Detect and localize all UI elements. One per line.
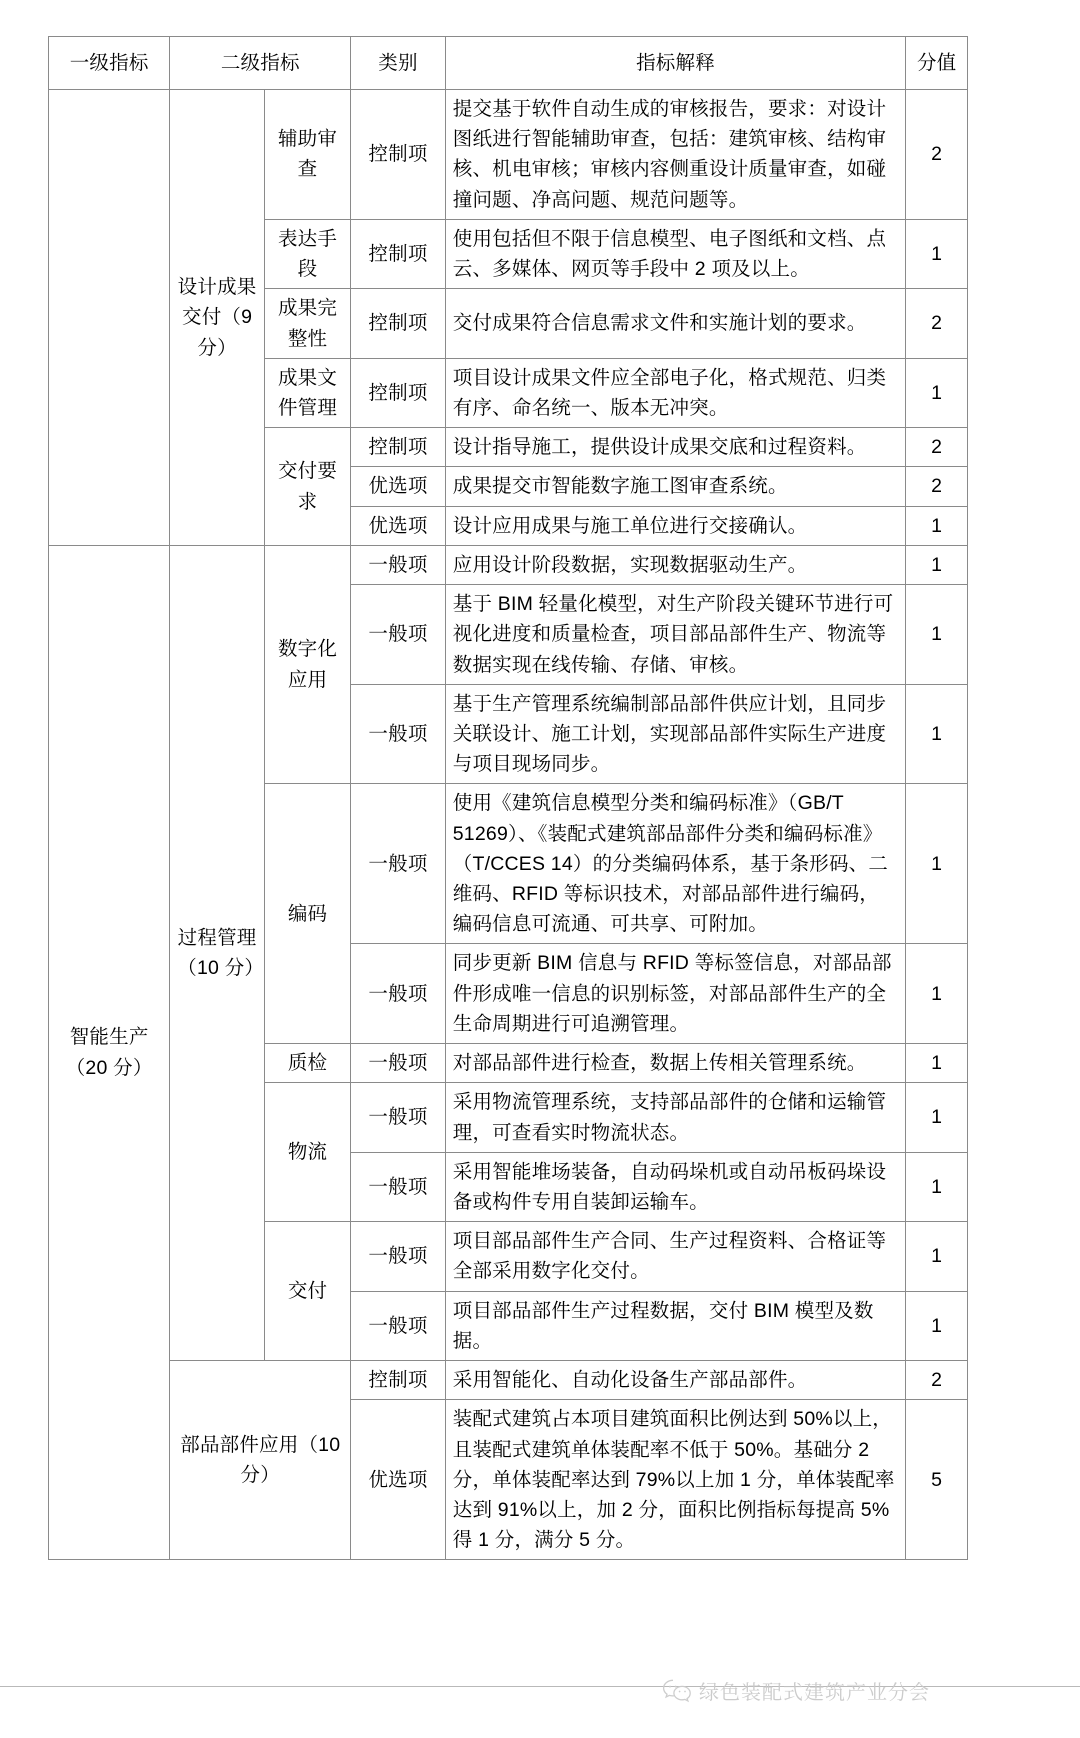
level2-sub-cell: 成果文件管理 — [264, 358, 350, 427]
category-cell: 控制项 — [351, 428, 446, 467]
score-cell: 1 — [906, 1222, 968, 1291]
footer-divider — [0, 1686, 1080, 1687]
level2-sub-cell: 成果完整性 — [264, 289, 350, 358]
description-cell: 成果提交市智能数字施工图审查系统。 — [445, 467, 906, 506]
score-cell: 5 — [906, 1400, 968, 1560]
description-cell: 采用物流管理系统，支持部品部件的仓储和运输管理，可查看实时物流状态。 — [445, 1083, 906, 1152]
description-cell: 装配式建筑占本项目建筑面积比例达到 50%以上，且装配式建筑单体装配率不低于 50%。基础分 2 分，单体装配率达到 79%以上加 1 分，单体装配率达到 91%以上，加 2 分，面积比例指标每提高 5%得 1 分，满分 5 分。 — [445, 1400, 906, 1560]
score-cell: 1 — [906, 545, 968, 584]
score-cell: 2 — [906, 428, 968, 467]
category-cell: 一般项 — [351, 585, 446, 685]
level2-sub-cell: 交付要求 — [264, 428, 350, 546]
table-row — [49, 545, 968, 584]
col-header-category: 类别 — [351, 37, 446, 90]
score-cell: 1 — [906, 784, 968, 944]
score-cell: 1 — [906, 1152, 968, 1221]
category-cell: 一般项 — [351, 1044, 446, 1083]
category-cell: 一般项 — [351, 684, 446, 784]
category-cell: 一般项 — [351, 1291, 446, 1360]
description-cell: 设计指导施工，提供设计成果交底和过程资料。 — [445, 428, 906, 467]
description-cell: 基于生产管理系统编制部品部件供应计划，且同步关联设计、施工计划，实现部品部件实际生产进度与项目现场同步。 — [445, 684, 906, 784]
score-cell: 1 — [906, 585, 968, 685]
category-cell: 一般项 — [351, 944, 446, 1044]
category-cell: 一般项 — [351, 545, 446, 584]
col-header-score: 分值 — [906, 37, 968, 90]
watermark-label: 绿色装配式建筑产业分会 — [699, 1682, 930, 1704]
description-cell: 采用智能堆场装备，自动码垛机或自动吊板码垛设备或构件专用自装卸运输车。 — [445, 1152, 906, 1221]
wechat-icon — [662, 1678, 692, 1704]
description-cell: 基于 BIM 轻量化模型，对生产阶段关键环节进行可视化进度和质量检查，项目部品部件生产、物流等数据实现在线传输、存储、审核。 — [445, 585, 906, 685]
score-cell: 2 — [906, 289, 968, 358]
col-header-level1: 一级指标 — [49, 37, 170, 90]
description-cell: 应用设计阶段数据，实现数据驱动生产。 — [445, 545, 906, 584]
category-cell: 一般项 — [351, 784, 446, 944]
score-cell: 1 — [906, 506, 968, 545]
level2-group-cell: 部品部件应用（10 分） — [170, 1361, 351, 1560]
score-cell: 1 — [906, 1291, 968, 1360]
description-cell: 同步更新 BIM 信息与 RFID 等标签信息，对部品部件形成唯一信息的识别标签，对部品部件生产的全生命周期进行可追溯管理。 — [445, 944, 906, 1044]
level2-sub-cell: 交付 — [264, 1222, 350, 1361]
level2-sub-cell: 数字化应用 — [264, 545, 350, 784]
category-cell: 控制项 — [351, 90, 446, 220]
table-row — [49, 1361, 968, 1400]
col-header-level2: 二级指标 — [170, 37, 351, 90]
level2-sub-cell: 物流 — [264, 1083, 350, 1222]
category-cell: 控制项 — [351, 219, 446, 288]
description-cell: 对部品部件进行检查，数据上传相关管理系统。 — [445, 1044, 906, 1083]
category-cell: 一般项 — [351, 1083, 446, 1152]
category-cell: 一般项 — [351, 1222, 446, 1291]
category-cell: 优选项 — [351, 506, 446, 545]
level2-sub-cell: 质检 — [264, 1044, 350, 1083]
score-cell: 2 — [906, 90, 968, 220]
score-cell: 1 — [906, 684, 968, 784]
score-cell: 1 — [906, 358, 968, 427]
level2-sub-cell: 辅助审查 — [264, 90, 350, 220]
level2-group-cell: 过程管理（10 分） — [170, 545, 265, 1360]
description-cell: 设计应用成果与施工单位进行交接确认。 — [445, 506, 906, 545]
description-cell: 使用《建筑信息模型分类和编码标准》（GB/T 51269）、《装配式建筑部品部件分类和编码标准》（T/CCES 14）的分类编码体系，基于条形码、二维码、RFID 等标识技术，对部品部件进行编码，编码信息可流通、可共享、可附加。 — [445, 784, 906, 944]
score-cell: 2 — [906, 467, 968, 506]
level2-sub-cell: 表达手段 — [264, 219, 350, 288]
category-cell: 控制项 — [351, 358, 446, 427]
col-header-description: 指标解释 — [445, 37, 906, 90]
score-cell: 1 — [906, 219, 968, 288]
score-cell: 1 — [906, 944, 968, 1044]
table-row — [49, 90, 968, 220]
description-cell: 项目部品部件生产合同、生产过程资料、合格证等全部采用数字化交付。 — [445, 1222, 906, 1291]
category-cell: 控制项 — [351, 289, 446, 358]
score-cell: 1 — [906, 1044, 968, 1083]
description-cell: 采用智能化、自动化设备生产部品部件。 — [445, 1361, 906, 1400]
evaluation-criteria-table — [48, 36, 968, 1560]
score-cell: 1 — [906, 1083, 968, 1152]
category-cell: 一般项 — [351, 1152, 446, 1221]
table-header-row — [49, 37, 968, 90]
category-cell: 优选项 — [351, 467, 446, 506]
level2-group-cell: 设计成果交付（9 分） — [170, 90, 265, 546]
category-cell: 控制项 — [351, 1361, 446, 1400]
watermark — [662, 1676, 930, 1705]
level1-cell — [49, 90, 170, 546]
score-cell: 2 — [906, 1361, 968, 1400]
description-cell: 交付成果符合信息需求文件和实施计划的要求。 — [445, 289, 906, 358]
description-cell: 项目设计成果文件应全部电子化，格式规范、归类有序、命名统一、版本无冲突。 — [445, 358, 906, 427]
description-cell: 项目部品部件生产过程数据，交付 BIM 模型及数据。 — [445, 1291, 906, 1360]
description-cell: 提交基于软件自动生成的审核报告，要求：对设计图纸进行智能辅助审查，包括：建筑审核、结构审核、机电审核；审核内容侧重设计质量审查，如碰撞问题、净高问题、规范问题等。 — [445, 90, 906, 220]
level2-sub-cell: 编码 — [264, 784, 350, 1044]
description-cell: 使用包括但不限于信息模型、电子图纸和文档、点云、多媒体、网页等手段中 2 项及以上。 — [445, 219, 906, 288]
category-cell: 优选项 — [351, 1400, 446, 1560]
level1-cell: 智能生产（20 分） — [49, 545, 170, 1560]
